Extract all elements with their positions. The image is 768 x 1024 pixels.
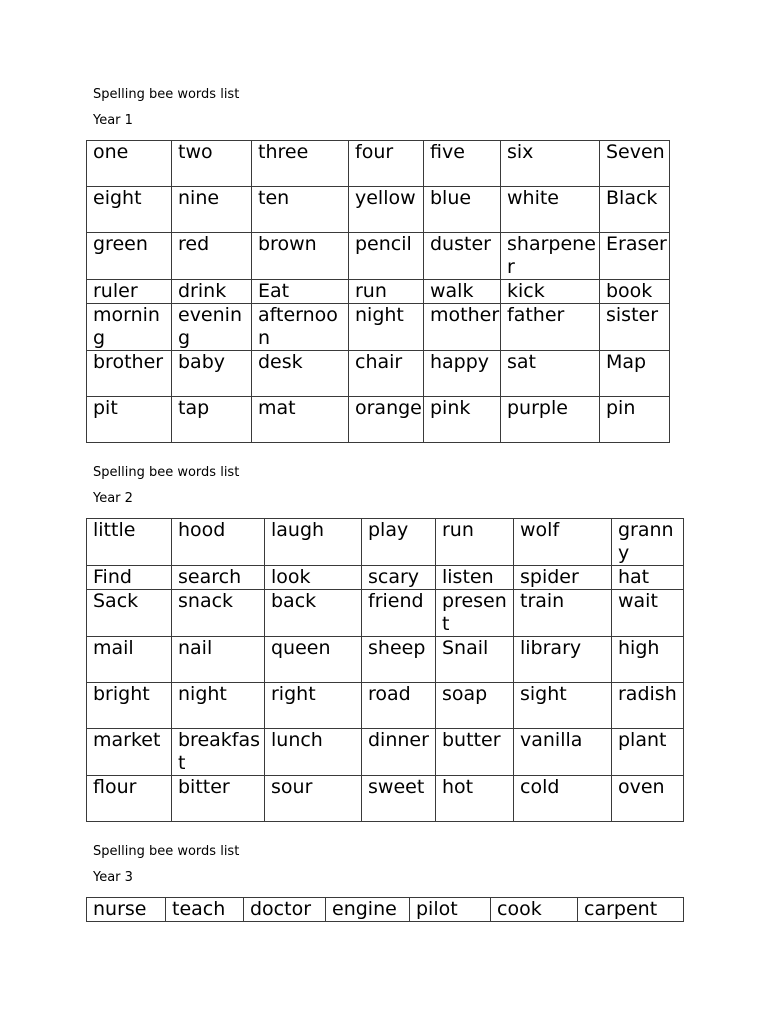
word-cell (436, 776, 514, 822)
word-text: two (178, 141, 213, 163)
word-cell (600, 280, 670, 304)
word-cell (436, 683, 514, 729)
word-cell (172, 187, 252, 233)
word-text: look (271, 566, 311, 588)
word-cell (349, 351, 424, 397)
word-cell (172, 776, 265, 822)
word-cell (514, 729, 612, 776)
word-cell (612, 683, 684, 729)
word-text: Find (93, 566, 132, 588)
word-cell (265, 519, 362, 566)
word-text: chair (355, 351, 403, 373)
word-cell (172, 141, 252, 187)
word-cell (87, 898, 166, 922)
word-text: five (430, 141, 465, 163)
word-text: run (442, 519, 474, 541)
table-row (87, 280, 670, 304)
word-cell (600, 233, 670, 280)
word-cell (166, 898, 244, 922)
word-cell (514, 566, 612, 590)
word-text: teach (172, 898, 226, 920)
word-cell (612, 590, 684, 637)
word-text: morning (93, 304, 160, 349)
table-row (87, 519, 684, 566)
word-text: laugh (271, 519, 325, 541)
word-cell (87, 729, 172, 776)
word-text: father (507, 304, 565, 326)
word-text: pencil (355, 233, 412, 255)
word-text: white (507, 187, 559, 209)
word-text: doctor (250, 898, 312, 920)
word-text: yellow (355, 187, 416, 209)
word-text: bright (93, 683, 150, 705)
word-cell (265, 776, 362, 822)
word-text: nurse (93, 898, 147, 920)
word-text: nail (178, 637, 213, 659)
table-row (87, 590, 684, 637)
word-cell (172, 729, 265, 776)
word-text: sister (606, 304, 659, 326)
word-text: sat (507, 351, 536, 373)
table-row (87, 566, 684, 590)
word-cell (491, 898, 578, 922)
word-text: blue (430, 187, 472, 209)
table-row (87, 351, 670, 397)
word-text: pin (606, 397, 636, 419)
word-text: breakfast (178, 729, 261, 774)
word-text: tap (178, 397, 210, 419)
word-text: flour (93, 776, 137, 798)
word-cell (349, 141, 424, 187)
word-text: sour (271, 776, 313, 798)
word-text: brown (258, 233, 317, 255)
word-text: desk (258, 351, 303, 373)
year-label: Year 3 (93, 870, 133, 885)
word-cell (514, 590, 612, 637)
word-text: red (178, 233, 210, 255)
word-text: orange (355, 397, 422, 419)
word-cell (514, 683, 612, 729)
word-cell (172, 233, 252, 280)
word-cell (87, 637, 172, 683)
word-cell (265, 683, 362, 729)
word-text: eight (93, 187, 142, 209)
word-cell (362, 637, 436, 683)
word-text: lunch (271, 729, 323, 751)
word-text: sight (520, 683, 567, 705)
word-text: nine (178, 187, 220, 209)
section-title: Spelling bee words list (93, 87, 240, 102)
word-text: sheep (368, 637, 426, 659)
word-cell (172, 519, 265, 566)
word-cell (349, 280, 424, 304)
word-cell (612, 637, 684, 683)
word-text: baby (178, 351, 226, 373)
word-text: six (507, 141, 534, 163)
word-text: Black (606, 187, 658, 209)
word-cell (87, 304, 172, 351)
word-cell (252, 351, 349, 397)
word-cell (172, 304, 252, 351)
word-cell (87, 141, 172, 187)
word-cell (436, 637, 514, 683)
word-text: road (368, 683, 411, 705)
word-text: Seven (606, 141, 665, 163)
word-text: Map (606, 351, 647, 373)
word-text: afternoon (258, 304, 338, 349)
word-cell (349, 233, 424, 280)
word-cell (612, 729, 684, 776)
word-text: train (520, 590, 565, 612)
word-text: search (178, 566, 242, 588)
word-text: Sack (93, 590, 139, 612)
word-text: duster (430, 233, 491, 255)
table-row (87, 637, 684, 683)
word-cell (600, 141, 670, 187)
word-cell (265, 729, 362, 776)
word-cell (436, 519, 514, 566)
word-text: play (368, 519, 409, 541)
word-cell (265, 566, 362, 590)
word-cell (436, 729, 514, 776)
word-text: back (271, 590, 317, 612)
table-row (87, 187, 670, 233)
word-text: soap (442, 683, 488, 705)
word-cell (87, 590, 172, 637)
word-text: granny (618, 519, 674, 564)
word-cell (87, 566, 172, 590)
word-cell (600, 397, 670, 443)
word-cell (501, 187, 600, 233)
word-text: purple (507, 397, 568, 419)
word-text: market (93, 729, 161, 751)
word-text: snack (178, 590, 234, 612)
word-cell (600, 187, 670, 233)
word-text: pilot (416, 898, 458, 920)
word-text: radish (618, 683, 677, 705)
word-cell (436, 566, 514, 590)
word-cell (172, 683, 265, 729)
word-text: book (606, 280, 653, 302)
word-cell (349, 304, 424, 351)
word-cell (349, 187, 424, 233)
word-cell (501, 397, 600, 443)
word-cell (326, 898, 410, 922)
word-cell (424, 280, 501, 304)
word-text: scary (368, 566, 420, 588)
table-row (87, 141, 670, 187)
word-text: hot (442, 776, 474, 798)
word-text: library (520, 637, 582, 659)
word-text: pink (430, 397, 471, 419)
word-cell (424, 351, 501, 397)
table-row (87, 683, 684, 729)
word-cell (501, 304, 600, 351)
word-text: drink (178, 280, 227, 302)
word-text: four (355, 141, 394, 163)
table-row (87, 776, 684, 822)
word-text: ruler (93, 280, 138, 302)
word-cell (612, 519, 684, 566)
word-text: Snail (442, 637, 489, 659)
table-row (87, 729, 684, 776)
word-cell (501, 141, 600, 187)
word-cell (172, 566, 265, 590)
word-text: three (258, 141, 309, 163)
word-cell (252, 304, 349, 351)
words-table-year-2 (86, 518, 684, 822)
word-cell (87, 683, 172, 729)
word-text: hat (618, 566, 650, 588)
word-text: walk (430, 280, 474, 302)
word-cell (514, 776, 612, 822)
word-text: run (355, 280, 387, 302)
word-text: little (93, 519, 136, 541)
section-title: Spelling bee words list (93, 465, 240, 480)
word-text: ten (258, 187, 290, 209)
word-cell (424, 187, 501, 233)
word-text: evening (178, 304, 242, 349)
table-row (87, 397, 670, 443)
word-cell (362, 590, 436, 637)
word-cell (514, 637, 612, 683)
word-cell (172, 351, 252, 397)
word-cell (600, 351, 670, 397)
word-text: one (93, 141, 129, 163)
word-text: wait (618, 590, 658, 612)
word-cell (87, 351, 172, 397)
word-text: kick (507, 280, 545, 302)
word-text: hood (178, 519, 226, 541)
word-text: happy (430, 351, 490, 373)
word-cell (252, 233, 349, 280)
word-text: sharpener (507, 233, 596, 278)
word-cell (87, 233, 172, 280)
word-text: dinner (368, 729, 429, 751)
word-cell (265, 590, 362, 637)
word-cell (252, 141, 349, 187)
word-text: engine (332, 898, 397, 920)
word-cell (362, 683, 436, 729)
word-text: carpent (584, 898, 658, 920)
word-cell (424, 304, 501, 351)
word-text: vanilla (520, 729, 583, 751)
word-text: Eraser (606, 233, 667, 255)
word-cell (514, 519, 612, 566)
table-row (87, 898, 684, 922)
word-cell (252, 397, 349, 443)
word-cell (424, 141, 501, 187)
word-text: butter (442, 729, 501, 751)
word-text: night (178, 683, 227, 705)
word-cell (172, 637, 265, 683)
words-table-year-3 (86, 897, 684, 922)
table-row (87, 233, 670, 280)
word-cell (244, 898, 326, 922)
word-text: spider (520, 566, 579, 588)
word-text: brother (93, 351, 164, 373)
word-text: oven (618, 776, 665, 798)
year-label: Year 1 (93, 113, 133, 128)
word-cell (501, 280, 600, 304)
word-cell (349, 397, 424, 443)
word-text: right (271, 683, 316, 705)
word-text: mother (430, 304, 500, 326)
word-text: present (442, 590, 507, 635)
table-row (87, 304, 670, 351)
word-cell (252, 187, 349, 233)
word-text: Eat (258, 280, 290, 302)
word-text: queen (271, 637, 331, 659)
word-cell (436, 590, 514, 637)
word-text: friend (368, 590, 424, 612)
word-text: cook (497, 898, 542, 920)
word-cell (87, 776, 172, 822)
word-text: cold (520, 776, 560, 798)
word-cell (578, 898, 684, 922)
word-cell (410, 898, 491, 922)
word-cell (172, 397, 252, 443)
word-cell (87, 519, 172, 566)
word-cell (362, 729, 436, 776)
word-cell (362, 776, 436, 822)
word-text: plant (618, 729, 667, 751)
word-text: bitter (178, 776, 230, 798)
word-cell (172, 280, 252, 304)
word-cell (600, 304, 670, 351)
word-text: night (355, 304, 404, 326)
word-text: pit (93, 397, 118, 419)
word-cell (265, 637, 362, 683)
word-cell (362, 566, 436, 590)
words-table-year-1 (86, 140, 670, 443)
word-text: wolf (520, 519, 560, 541)
word-text: listen (442, 566, 494, 588)
word-cell (424, 233, 501, 280)
year-label: Year 2 (93, 491, 133, 506)
word-cell (501, 233, 600, 280)
word-cell (252, 280, 349, 304)
word-cell (362, 519, 436, 566)
word-cell (87, 187, 172, 233)
word-text: green (93, 233, 148, 255)
word-cell (87, 280, 172, 304)
word-cell (424, 397, 501, 443)
word-cell (612, 566, 684, 590)
word-text: mail (93, 637, 134, 659)
word-text: mat (258, 397, 296, 419)
word-cell (87, 397, 172, 443)
word-cell (501, 351, 600, 397)
section-title: Spelling bee words list (93, 844, 240, 859)
word-cell (172, 590, 265, 637)
word-cell (612, 776, 684, 822)
word-text: sweet (368, 776, 425, 798)
word-text: high (618, 637, 660, 659)
